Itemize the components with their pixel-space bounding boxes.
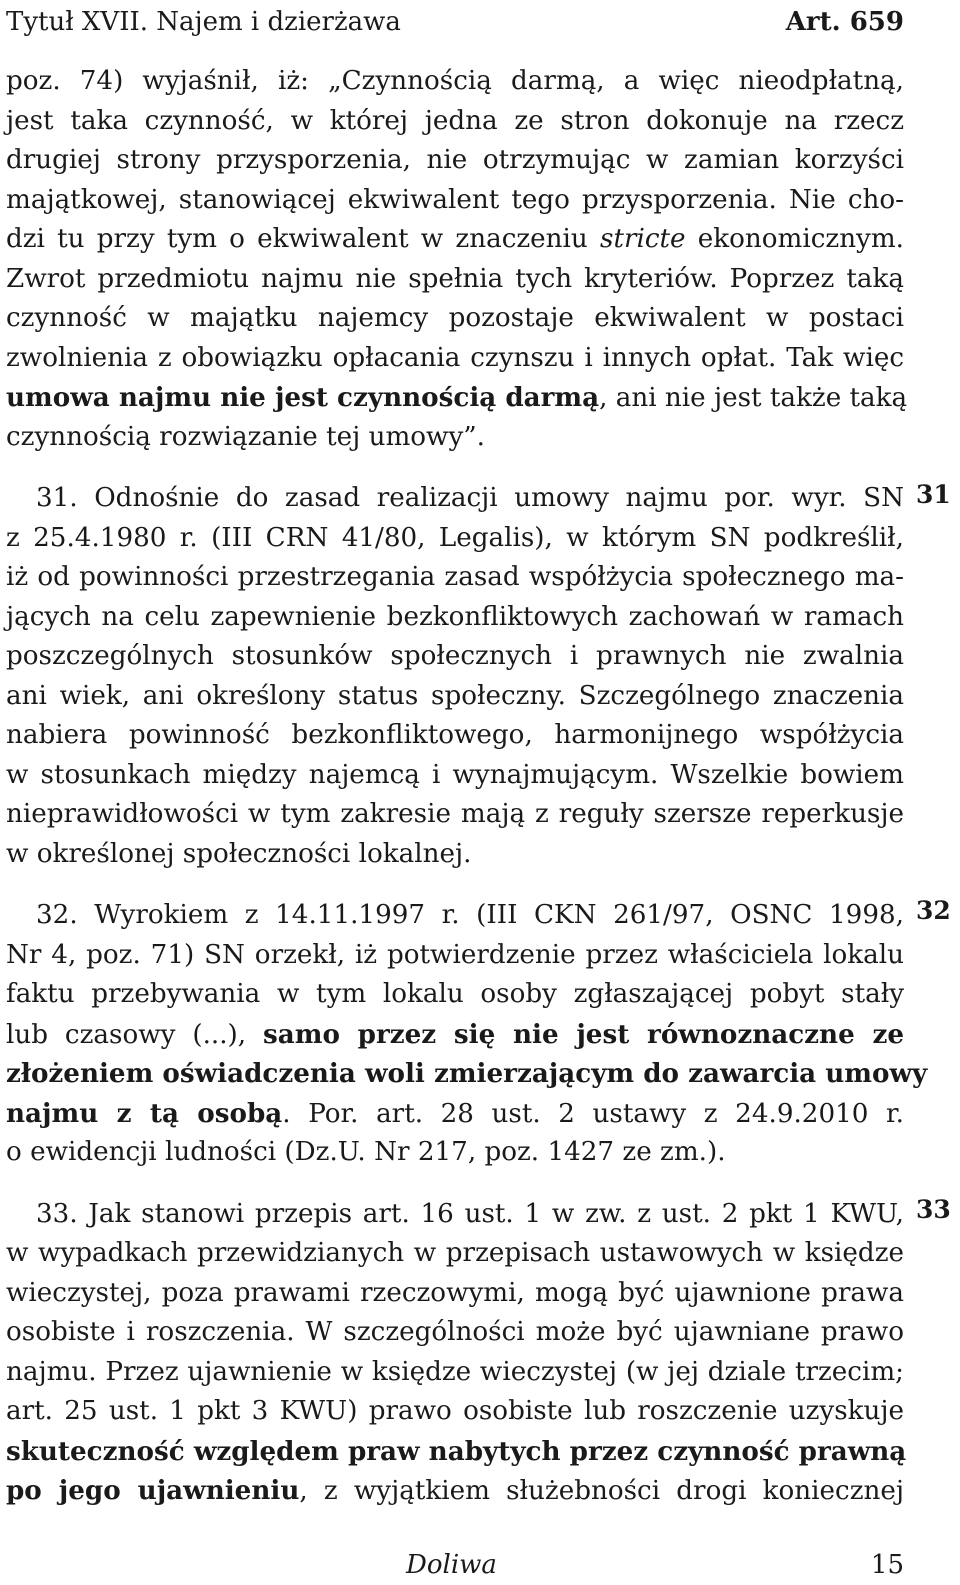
text-line (6, 1094, 904, 1134)
text-run: ekonomicznym. (685, 224, 905, 254)
text-line: osobiste i roszczenia. W szczególności może być ujawniane prawo (6, 1317, 904, 1347)
text-run: , z wyjątkiem służebności drogi koniecznej (299, 1476, 904, 1506)
text-line: czynnością rozwiązanie tej umowy”. (6, 421, 485, 452)
text-line (6, 1015, 904, 1055)
text-line: w stosunkach między najemcą i wynajmującym. Wszelkie bowiem (6, 759, 904, 790)
text-line: majątkowej, stanowiącej ekwiwalent tego przysporzenia. Nie cho- (6, 184, 904, 215)
text-line: 32. Wyrokiem z 14.11.1997 r. (III CKN 261/97, OSNC 1998, (36, 900, 904, 930)
text-line: wieczystej, poza prawami rzeczowymi, mogą być ujawnione prawa (6, 1277, 904, 1308)
margin-number-31: 31 (916, 480, 951, 509)
text-line: złożeniem oświadczenia woli zmierzającym do zawarcia umowy (6, 1058, 928, 1089)
italic-term: stricte (600, 224, 686, 254)
text-line: skuteczność względem praw nabytych przez czynność prawną (6, 1435, 907, 1467)
body-text (6, 62, 928, 1511)
text-run: . Por. art. 28 ust. 2 ustawy z 24.9.2010 r. (282, 1098, 904, 1129)
text-line: nabiera powinność bezkonfliktowego, harmonijnego współżycia (6, 720, 904, 750)
header-article: Art. 659 (785, 7, 904, 37)
text-line: o ewidencji ludności (Dz.U. Nr 217, poz. 1427 ze zm.). (6, 1137, 726, 1167)
text-run: dzi tu przy tym o ekwiwalent w znaczeniu (6, 224, 600, 254)
text-line: w wypadkach przewidzianych w przepisach ustawowych w księdze (6, 1238, 904, 1268)
text-line: z 25.4.1980 r. (III CRN 41/80, Legalis), w którym SN podkreślił, (6, 522, 904, 553)
page-footer (406, 1545, 904, 1585)
text-run: lub czasowy (...), (6, 1019, 264, 1050)
text-line (6, 378, 908, 418)
text-line: poz. 74) wyjaśnił, iż: „Czynnością darmą, a więc nieodpłatną, (6, 66, 904, 96)
text-line (6, 220, 904, 260)
text-line: czynność w majątku najemcy pozostaje ekwiwalent w postaci (6, 303, 904, 333)
text-line: jest taka czynność, w której jedna ze stron dokonuje na rzecz (6, 105, 904, 136)
text-line: Nr 4, poz. 71) SN orzekł, iż potwierdzenie przez właściciela lokalu (6, 939, 904, 970)
text-line: drugiej strony przysporzenia, nie otrzymując w zamian korzyści (6, 145, 904, 175)
text-line: iż od powinności przestrzegania zasad współżycia społecznego ma- (6, 562, 904, 592)
page-number: 15 (870, 1550, 904, 1580)
footer-author: Doliwa (406, 1550, 497, 1580)
bold-phrase: najmu z tą osobą (6, 1097, 283, 1129)
margin-number-33: 33 (916, 1195, 951, 1224)
text-line: 33. Jak stanowi przepis art. 16 ust. 1 w zw. z ust. 2 pkt 1 KWU, (36, 1198, 904, 1229)
text-line: art. 25 ust. 1 pkt 3 KWU) prawo osobiste lub roszczenie uzyskuje (6, 1396, 904, 1426)
text-line: poszczególnych stosunków społecznych i prawnych nie zwalnia (6, 641, 904, 671)
margin-number-32: 32 (916, 896, 951, 925)
text-line: zwolnienia z obowiązku opłacania czynszu i innych opłat. Tak więc (6, 342, 904, 373)
text-line: faktu przebywania w tym lokalu osoby zgłaszającej pobyt stały (6, 979, 904, 1009)
text-line: w określonej społeczności lokalnej. (6, 838, 472, 869)
text-line: nieprawidłowości w tym zakresie mają z reguły szersze reperkusje (6, 799, 904, 829)
text-line: Zwrot przedmiotu najmu nie spełnia tych kryteriów. Poprzez taką (6, 263, 904, 294)
text-line: najmu. Przez ujawnienie w księdze wieczystej (w jej dziale trzecim; (6, 1356, 904, 1387)
bold-phrase: samo przez się nie jest równoznaczne ze (263, 1018, 904, 1050)
text-run: , ani nie jest także taką (599, 383, 908, 413)
header-title: Tytuł XVII. Najem i dzierżawa (6, 7, 401, 37)
text-line: jących na celu zapewnienie bezkonfliktowych zachowań w ramach (6, 601, 904, 632)
text-line: ani wiek, ani określony status społeczny. Szczególnego znaczenia (6, 680, 904, 711)
bold-phrase: umowa najmu nie jest czynnością darmą (6, 382, 600, 413)
bold-phrase: po jego ujawnieniu (6, 1475, 300, 1506)
text-line (6, 1471, 904, 1511)
running-header (6, 2, 904, 42)
text-line: 31. Odnośnie do zasad realizacji umowy najmu por. wyr. SN (36, 483, 904, 513)
